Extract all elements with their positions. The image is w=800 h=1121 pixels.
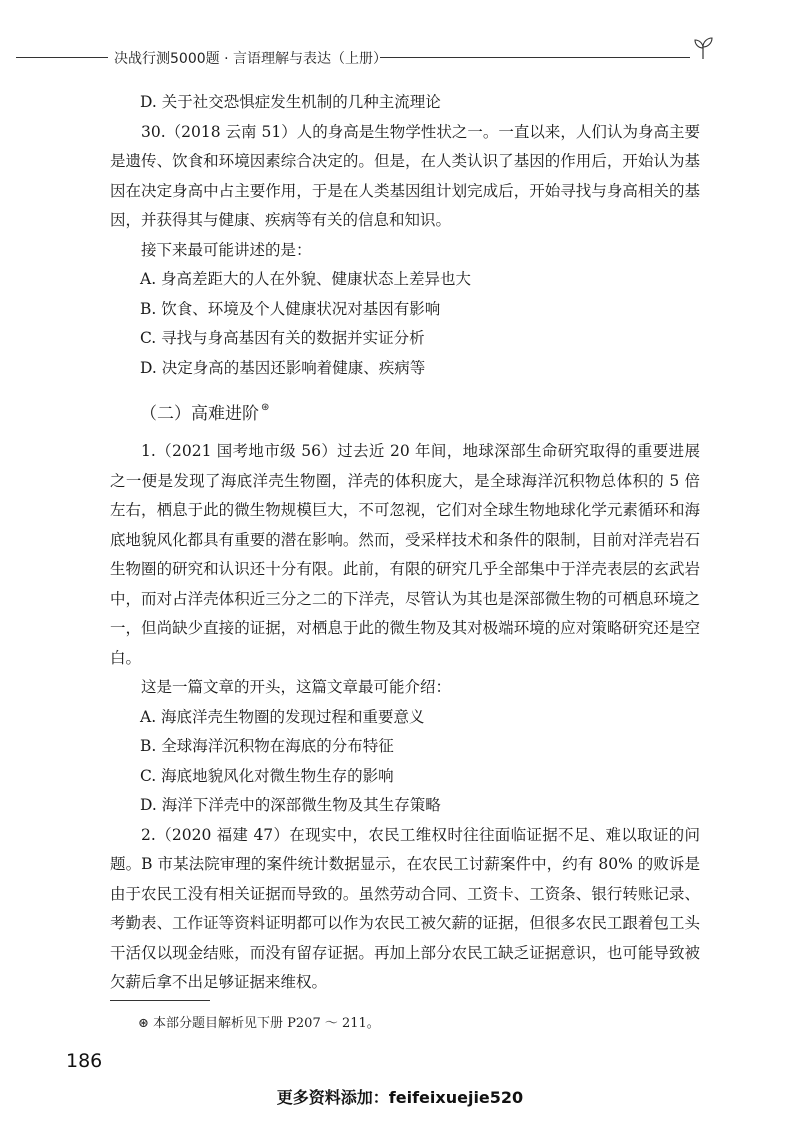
- q30-question: 接下来最可能讲述的是：: [141, 240, 312, 259]
- q30-option-c: C. 寻找与身高基因有关的数据并实证分析: [140, 329, 425, 347]
- q2-stem: 2.（2020 福建 47）在现实中，农民工维权时往往面临证据不足、难以取证的问题。B 市某法院审理的案件统计数据显示，在农民工讨薪案件中，约有 80% 的败诉是由于农民工没有相关证据而导致的。虽然劳动合同、工资卡、工资条、银行转账记录、考勤表、工作证等资料证明都可以作为农民工被欠薪的证据，但很多农民工跟着包工头干活仅以现金结账，而没有留存证据。再加上部分农民工缺乏证据意识，也可能导致被欠薪后拿不出足够证据来维权。: [110, 825, 700, 991]
- q1-stem: 1.（2021 国考地市级 56）过去近 20 年间，地球深部生命研究取得的重要进展之一便是发现了海底洋壳生物圈，洋壳的体积庞大，是全球海洋沉积物总体积的 5 倍左右，栖息于此的微生物规模巨大，不可忽视，它们对全球生物地球化学元素循环和海底地貌风化都具有重要的潜在影响。然而，受采样技术和条件的限制，目前对洋壳岩石生物圈的研究和认识还十分有限。此前，有限的研究几乎全部集中于洋壳表层的玄武岩中，而对占洋壳体积近三分之二的下洋壳，尽管认为其也是深部微生物的可栖息环境之一，但尚缺少直接的证据，对栖息于此的微生物及其对极端环境的应对策略研究还是空白。: [110, 442, 700, 667]
- q1-option-a: A. 海底洋壳生物圈的发现过程和重要意义: [140, 707, 425, 726]
- book-title: 决战行测5000题 · 言语理解与表达（上册）: [114, 51, 387, 67]
- footnote: ⊛ 本部分题目解析见下册 P207 ～ 211。: [138, 1016, 380, 1031]
- q1-option-c: C. 海底地貌风化对微生物生存的影响: [140, 766, 394, 785]
- header-rule-left: [16, 57, 108, 58]
- section-title: （二）高难进阶: [140, 404, 259, 424]
- section-heading: [110, 391, 700, 431]
- q30-option-a: A. 身高差距大的人在外貌、健康状态上差异也大: [140, 270, 472, 288]
- q30-option-b: B. 饮食、环境及个人健康状况对基因有影响: [140, 299, 441, 318]
- page-content: [110, 88, 700, 998]
- q1-question: 这是一篇文章的开头，这篇文章最可能介绍：: [141, 678, 452, 696]
- promo-text: 更多资料添加：feifeixuejie520: [276, 1088, 524, 1107]
- header-rule-right: [380, 57, 690, 58]
- q1-option-b: B. 全球海洋沉积物在海底的分布特征: [140, 737, 394, 755]
- page-number: 186: [66, 1050, 103, 1072]
- q1-option-d: D. 海洋下洋壳中的深部微生物及其生存策略: [140, 796, 441, 814]
- footnote-marker: ⊛: [261, 402, 270, 413]
- sprout-icon: [690, 34, 716, 60]
- running-header: [0, 46, 800, 70]
- q30-option-d: D. 决定身高的基因还影响着健康、疾病等: [140, 358, 426, 377]
- q29-option-d: D. 关于社交恐惧症发生机制的几种主流理论: [140, 93, 441, 111]
- q30-stem: 30.（2018 云南 51）人的身高是生物学性状之一。一直以来，人们认为身高主要是遗传、饮食和环境因素综合决定的。但是，在人类认识了基因的作用后，开始认为基因在决定身高中占主要作用，于是在人类基因组计划完成后，开始寻找与身高相关的基因，并获得其与健康、疾病等有关的信息和知识。: [110, 122, 700, 229]
- footnote-rule: [110, 1000, 210, 1001]
